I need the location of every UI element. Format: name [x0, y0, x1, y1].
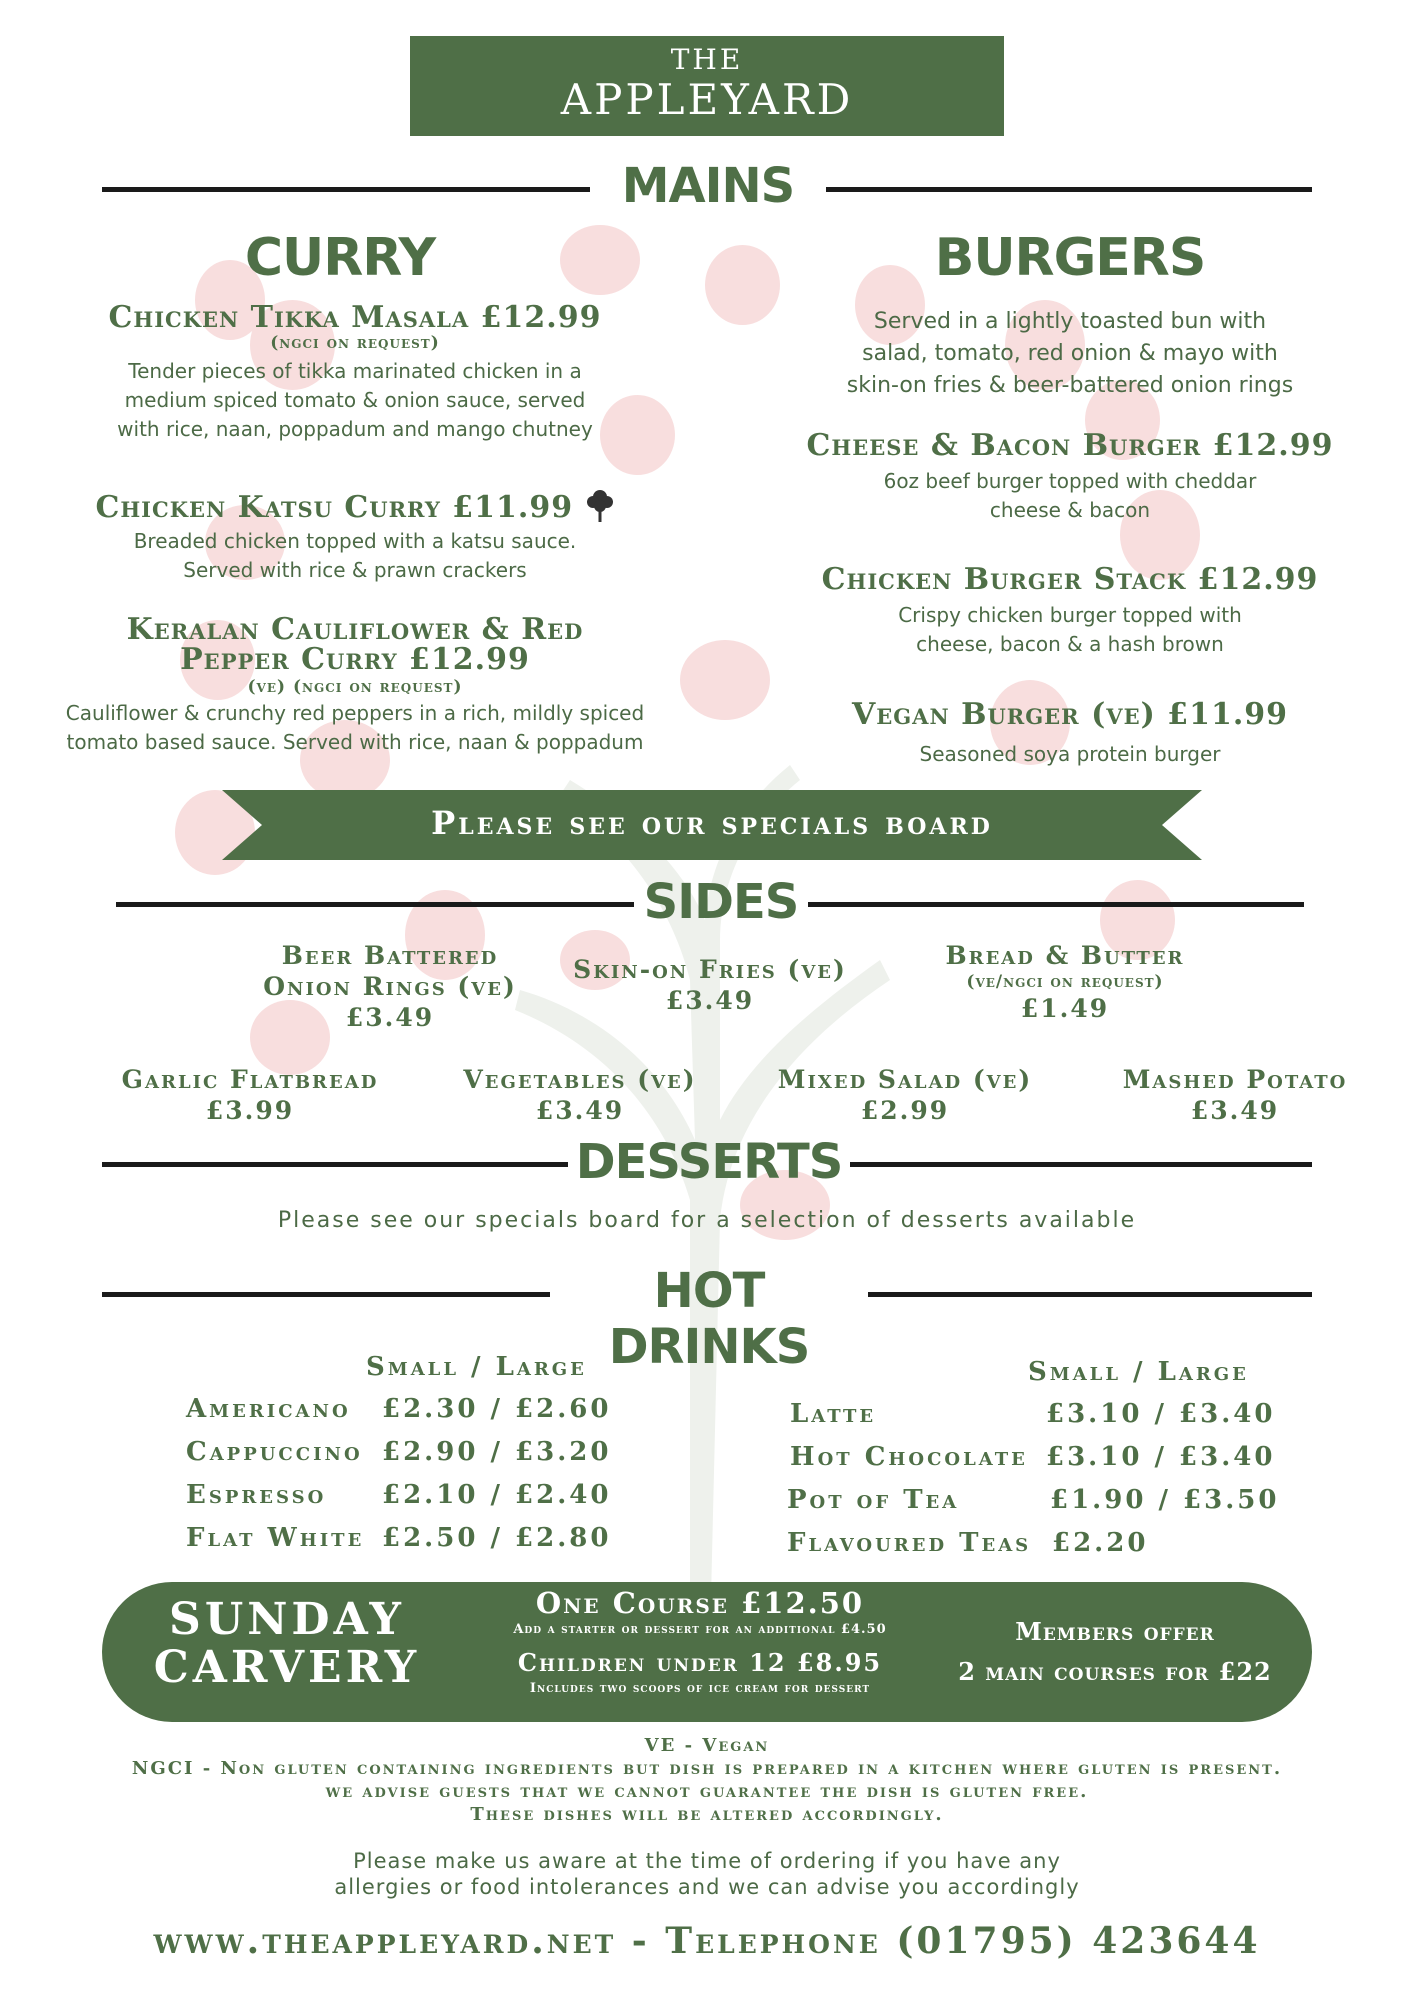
- allergy-line: allergies or food intolerances and we can advise you accordingly: [334, 1875, 1080, 1899]
- item-tag: (ve) (ngci on request): [247, 677, 463, 697]
- desserts-rule-right: [850, 1162, 1312, 1167]
- drink-name: Cappuccino: [186, 1437, 363, 1467]
- item-desc-line: with rice, naan, poppadum and mango chutney: [117, 417, 593, 441]
- burger-item-chicken-stack: [760, 562, 1380, 659]
- intro-line: Served in a lightly toasted bun with: [873, 309, 1267, 334]
- allergy-line: Please make us aware at the time of ordering if you have any: [353, 1849, 1061, 1873]
- side-item-bread: [900, 940, 1230, 1024]
- desserts-text: Please see our specials board for a selection of desserts available: [277, 1208, 1137, 1233]
- mains-rule-left: [102, 187, 590, 192]
- item-desc-line: Seasoned soya protein burger: [919, 742, 1221, 766]
- members-offer: [950, 1612, 1280, 1692]
- item-title: Vegan Burger (ve) £11.99: [851, 697, 1289, 732]
- desserts-heading: DESSERTS: [575, 1134, 843, 1190]
- item-title: Cheese & Bacon Burger £12.99: [806, 428, 1334, 463]
- side-price: £3.99: [205, 1096, 295, 1125]
- drink-price: £3.10 / £3.40: [1046, 1442, 1276, 1472]
- item-desc-line: medium spiced tomato & onion sauce, served: [124, 388, 586, 412]
- size-label-right: Small / Large: [1028, 1357, 1249, 1387]
- side-name: Skin-on Fries (ve): [573, 955, 847, 984]
- desserts-rule-left: [102, 1162, 568, 1167]
- drink-price: £2.10 / £2.40: [382, 1480, 612, 1510]
- sides-rule-left: [116, 902, 634, 907]
- side-name: Garlic Flatbread: [121, 1065, 379, 1094]
- side-item-vegetables: [420, 1064, 740, 1126]
- item-title-line2: Pepper Curry £12.99: [180, 642, 530, 677]
- drink-price: £2.20: [1052, 1528, 1149, 1558]
- contact-line: www.theappleyard.net - Telephone (01795) 423644: [153, 1920, 1261, 1962]
- drink-price: £3.10 / £3.40: [1046, 1399, 1276, 1429]
- burger-item-cheese-bacon: [760, 428, 1380, 525]
- item-title: Keralan Cauliflower & Red: [126, 612, 584, 647]
- carvery-title-line1: SUNDAY: [169, 1594, 405, 1645]
- members-offer-title: Members offer: [1015, 1617, 1215, 1646]
- intro-line: skin-on fries & beer-battered onion rings: [846, 373, 1294, 398]
- curry-item-katsu: [40, 487, 670, 585]
- side-name: Bread & Butter: [945, 941, 1185, 970]
- side-price: £3.49: [535, 1096, 625, 1125]
- legend-ve: VE - Vegan: [644, 1735, 770, 1756]
- side-item-mashed-potato: [1075, 1064, 1395, 1126]
- side-name: Mixed Salad (ve): [777, 1065, 1033, 1094]
- brand-the: THE: [670, 43, 744, 76]
- item-desc-line: Tender pieces of tikka marinated chicken in a: [128, 359, 582, 383]
- side-name: Vegetables (ve): [463, 1065, 697, 1094]
- allergy-notice: [100, 1848, 1314, 1900]
- carvery-one-course: One Course £12.50: [535, 1586, 865, 1620]
- mains-heading: MAINS: [621, 158, 795, 214]
- tree-icon: [585, 487, 615, 523]
- item-desc-line: Cauliflower & crunchy red peppers in a rich, mildly spiced: [65, 701, 645, 725]
- side-price: £3.49: [345, 1003, 435, 1032]
- item-desc-line: cheese, bacon & a hash brown: [916, 632, 1224, 656]
- side-name: Beer Battered: [281, 941, 499, 970]
- brand-logo: [410, 36, 1004, 136]
- mains-rule-right: [826, 187, 1312, 192]
- drink-name: Americano: [186, 1394, 351, 1424]
- specials-banner-text: Please see our specials board: [431, 804, 993, 842]
- carvery-one-course-note: Add a starter or dessert for an additional £4.50: [513, 1622, 887, 1637]
- size-label-left: Small / Large: [366, 1352, 587, 1382]
- members-offer-deal: 2 main courses for £22: [958, 1657, 1272, 1686]
- curry-item-tikka: [40, 300, 670, 444]
- side-price: £3.49: [665, 986, 755, 1015]
- side-price: £2.99: [860, 1096, 950, 1125]
- drink-price: £2.30 / £2.60: [382, 1394, 612, 1424]
- side-item-garlic-flatbread: [90, 1064, 410, 1126]
- carvery-children: Children under 12 £8.95: [517, 1648, 883, 1677]
- carvery-offers: [460, 1586, 940, 1698]
- curry-item-keralan: [30, 612, 680, 757]
- legend-advise: we advise guests that we cannot guarantee the dish is gluten free.: [325, 1781, 1089, 1802]
- side-item-onion-rings: [230, 940, 550, 1033]
- drink-name: Espresso: [186, 1480, 327, 1510]
- curry-heading: CURRY: [244, 228, 436, 288]
- item-desc-line: 6oz beef burger topped with cheddar: [883, 469, 1257, 493]
- carvery-title: [112, 1596, 462, 1692]
- drink-name: Flavoured Teas: [787, 1528, 1032, 1558]
- burgers-intro: [760, 306, 1380, 402]
- item-title: Chicken Burger Stack £12.99: [821, 562, 1319, 597]
- burgers-heading: BURGERS: [934, 228, 1206, 288]
- hot-drinks-rule-left: [102, 1292, 550, 1297]
- carvery-children-note: Includes two scoops of ice cream for dessert: [529, 1681, 871, 1696]
- side-item-fries: [560, 954, 860, 1016]
- side-note: (ve/ngci on request): [966, 972, 1164, 992]
- dietary-legend: [20, 1734, 1394, 1826]
- side-price: £3.49: [1190, 1096, 1280, 1125]
- legend-ngci: NGCI - Non gluten containing ingredients but dish is prepared in a kitchen where gluten is present.: [131, 1758, 1283, 1779]
- item-title: Chicken Katsu Curry £11.99: [95, 490, 574, 525]
- drink-name: Latte: [790, 1399, 877, 1429]
- side-item-mixed-salad: [745, 1064, 1065, 1126]
- side-price: £1.49: [1020, 994, 1110, 1023]
- item-tag: (ngci on request): [270, 333, 440, 353]
- drink-price: £2.90 / £3.20: [382, 1437, 612, 1467]
- drink-price: £2.50 / £2.80: [382, 1523, 612, 1553]
- item-title: Chicken Tikka Masala £12.99: [108, 300, 602, 335]
- drink-name: Flat White: [186, 1523, 365, 1553]
- side-name: Mashed Potato: [1122, 1065, 1348, 1094]
- brand-name: APPLEYARD: [560, 75, 854, 124]
- drink-name: Hot Chocolate: [790, 1442, 1028, 1472]
- item-desc-line: tomato based sauce. Served with rice, naan & poppadum: [66, 730, 644, 754]
- item-desc-line: Crispy chicken burger topped with: [898, 603, 1242, 627]
- drink-name: Pot of Tea: [787, 1485, 960, 1515]
- sides-rule-right: [808, 902, 1304, 907]
- sides-heading: SIDES: [643, 874, 799, 930]
- intro-line: salad, tomato, red onion & mayo with: [862, 341, 1278, 366]
- item-desc-line: Breaded chicken topped with a katsu sauce.: [133, 529, 577, 553]
- legend-altered: These dishes will be altered accordingly.: [470, 1804, 944, 1825]
- hot-drinks-rule-right: [868, 1292, 1312, 1297]
- side-name-line2: Onion Rings (ve): [263, 972, 517, 1001]
- burger-item-vegan: [760, 697, 1380, 769]
- hot-drinks-heading: HOT DRINKS: [608, 1263, 810, 1375]
- item-desc-line: cheese & bacon: [989, 498, 1151, 522]
- item-desc-line: Served with rice & prawn crackers: [183, 558, 527, 582]
- drink-price: £1.90 / £3.50: [1050, 1485, 1280, 1515]
- carvery-title-line2: CARVERY: [153, 1642, 421, 1693]
